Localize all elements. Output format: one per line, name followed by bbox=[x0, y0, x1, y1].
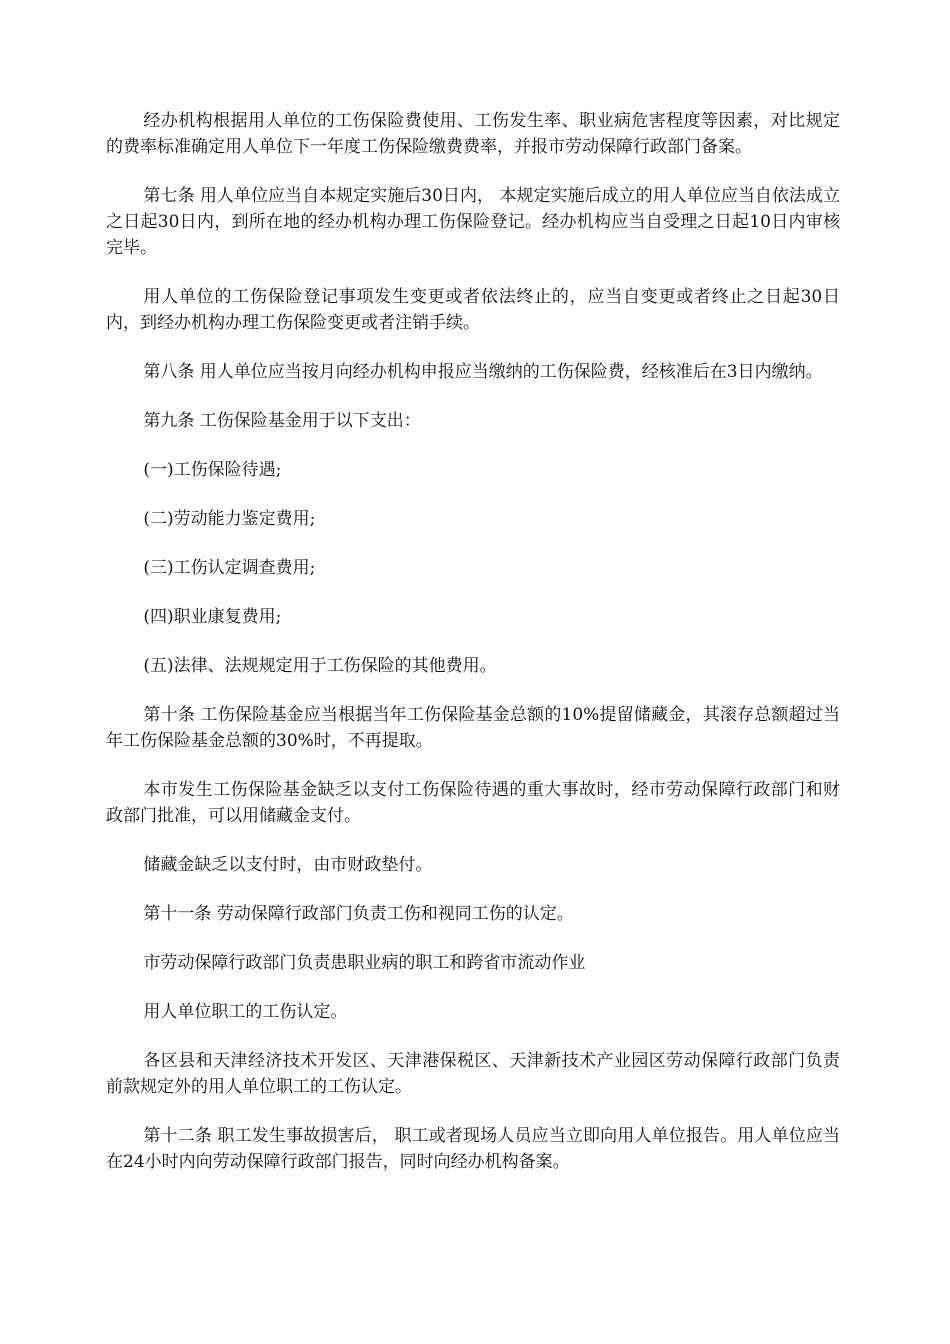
paragraph-reserve-payment: 本市发生工伤保险基金缺乏以支付工伤保险待遇的重大事故时，经市劳动保障行政部门和财政部门批准，可以用储藏金支付。 bbox=[106, 780, 840, 826]
paragraph-article-7: 第七条 用人单位应当自本规定实施后30日内， 本规定实施后成立的用人单位应当自依法成立之日起30日内，到所在地的经办机构办理工伤保险登记。经办机构应当自受理之日起10日内审核完毕。 bbox=[106, 186, 840, 258]
document-body bbox=[106, 108, 840, 1198]
paragraph-municipal-responsibility: 市劳动保障行政部门负责患职业病的职工和跨省市流动作业 bbox=[143, 953, 586, 973]
list-item-3: (三)工伤认定调查费用; bbox=[143, 558, 316, 578]
paragraph-rate-filing: 经办机构根据用人单位的工伤保险费使用、工伤发生率、职业病危害程度等因素，对比规定的费率标准确定用人单位下一年度工伤保险缴费费率，并报市劳动保障行政部门备案。 bbox=[106, 111, 840, 157]
paragraph-article-12: 第十二条 职工发生事故损害后， 职工或者现场人员应当立即向用人单位报告。用人单位应当在24小时内向劳动保障行政部门报告，同时向经办机构备案。 bbox=[106, 1126, 840, 1172]
list-item-2: (二)劳动能力鉴定费用; bbox=[143, 509, 316, 529]
paragraph-article-9: 第九条 工伤保险基金用于以下支出： bbox=[143, 411, 421, 431]
paragraph-article-11: 第十一条 劳动保障行政部门负责工伤和视同工伤的认定。 bbox=[143, 904, 574, 924]
paragraph-registration-change: 用人单位的工伤保险登记事项发生变更或者依法终止的，应当自变更或者终止之日起30日内，到经办机构办理工伤保险变更或者注销手续。 bbox=[106, 287, 840, 333]
list-item-4: (四)职业康复费用; bbox=[143, 607, 282, 627]
paragraph-employer-recognition: 用人单位职工的工伤认定。 bbox=[143, 1002, 348, 1022]
paragraph-article-10: 第十条 工伤保险基金应当根据当年工伤保险基金总额的10%提留储藏金，其滚存总额超过当年工伤保险基金总额的30%时，不再提取。 bbox=[106, 705, 840, 751]
paragraph-district-responsibility: 各区县和天津经济技术开发区、天津港保税区、天津新技术产业园区劳动保障行政部门负责前款规定外的用人单位职工的工伤认定。 bbox=[106, 1051, 840, 1097]
list-item-5: (五)法律、法规规定用于工伤保险的其他费用。 bbox=[143, 656, 497, 676]
paragraph-article-8: 第八条 用人单位应当按月向经办机构申报应当缴纳的工伤保险费，经核准后在3日内缴纳。 bbox=[143, 362, 823, 382]
list-item-1: (一)工伤保险待遇; bbox=[143, 460, 282, 480]
paragraph-reserve-shortfall: 储藏金缺乏以支付时，由市财政垫付。 bbox=[143, 855, 433, 875]
